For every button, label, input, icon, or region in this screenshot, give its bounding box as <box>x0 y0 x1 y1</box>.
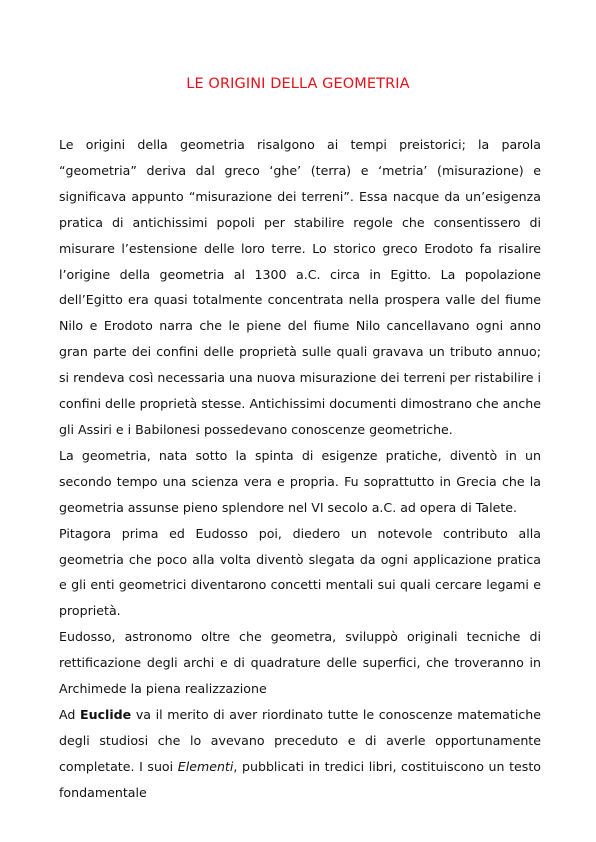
euclid-name: Euclide <box>80 706 132 722</box>
paragraph-greek-science: La geometria, nata sotto la spinta di esigenze pratiche, diventò in un secondo tempo una scienza vera e propria. Fu soprattutto in Grecia che la geometria assunse pieno splendore nel VI secolo a.C. ad opera di Talete. <box>59 447 541 515</box>
body-text <box>59 132 541 806</box>
paragraph-euclid <box>59 702 541 806</box>
euclid-middle: va il merito di aver riordinato tutte le conoscenze matematiche degli studiosi che lo avevano preceduto e di averle opportunamente completate. I suoi <box>59 706 541 774</box>
euclid-suffix: , pubblicati in tredici libri, costituiscono un testo fondamentale <box>59 758 541 800</box>
paragraph-pythagoras-eudoxus: Pitagora prima ed Eudosso poi, diedero un notevole contributo alla geometria che poco alla volta diventò slegata da ogni applicazione pratica e gli enti geometrici diventarono concetti mentali sui quali cercare legami e proprietà. <box>59 525 541 619</box>
elements-title: Elementi <box>177 758 234 774</box>
paragraph-eudoxus-archimedes: Eudosso, astronomo oltre che geometra, sviluppò originali tecniche di rettificazione degli archi e di quadrature delle superfici, che troveranno in Archimede la piena realizzazione <box>59 629 541 697</box>
page-title: LE ORIGINI DELLA GEOMETRIA <box>186 76 410 92</box>
euclid-prefix: Ad <box>59 706 80 722</box>
paragraph-origins: Le origini della geometria risalgono ai tempi preistorici; la parola “geometria” deriva dal greco ‘ghe’ (terra) e ‘metria’ (misurazione) e significava appunto “misurazione dei terreni”. Essa nacque da un’esigenza pratica di antichissimi popoli per stabilire regole che consentissero di misurare l’estensione delle loro terre. Lo storico greco Erodoto fa risalire l’origine della geometria al 1300 a.C. circa in Egitto. La popolazione dell’Egitto era quasi totalmente concentrata nella prospera valle del fiume Nilo e Erodoto narra che le piene del fiume Nilo cancellavano ogni anno gran parte dei confini delle proprietà sulle quali gravava un tributo annuo; si rendeva così necessaria una nuova misurazione dei terreni per ristabilire i confini delle proprietà stesse. Antichissimi documenti dimostrano che anche gli Assiri e i Babilonesi possedevano conoscenze geometriche. <box>59 137 541 437</box>
